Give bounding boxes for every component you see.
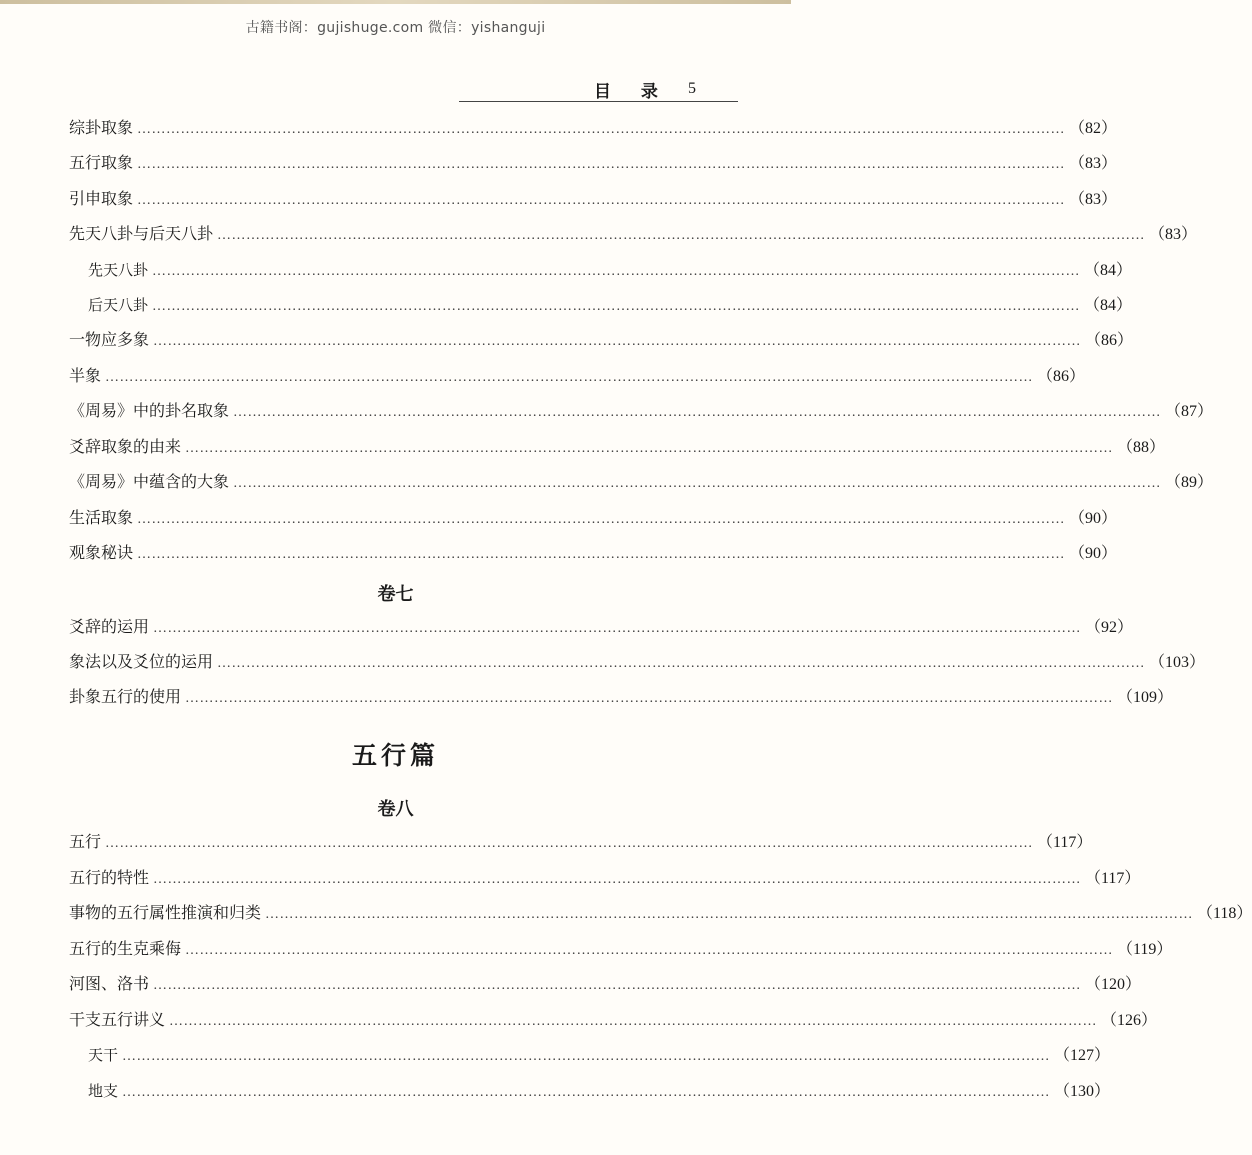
toc-entry-page: （92） xyxy=(1085,619,1134,636)
toc-entry[interactable] xyxy=(69,435,1166,459)
toc-entry-title: 象法以及爻位的运用 xyxy=(69,652,214,671)
toc-entry[interactable] xyxy=(69,972,1142,996)
toc-entry-title: 河图、洛书 xyxy=(69,974,150,993)
top-border-band xyxy=(0,0,791,4)
leader-dots: ………………………………………………………………………………………………………………………………………………………………………… xyxy=(152,299,1081,314)
source-watermark: 古籍书阁：gujishuge.com 微信：yishanguji xyxy=(245,20,546,36)
toc-entry[interactable] xyxy=(69,901,1252,925)
toc-entry[interactable] xyxy=(69,470,1214,494)
toc-entry[interactable] xyxy=(69,866,1141,890)
toc-subentry[interactable] xyxy=(88,258,1133,282)
toc-entry-title: 爻辞取象的由来 xyxy=(69,437,182,456)
leader-dots: ………………………………………………………………………………………………………………………………………………………………………… xyxy=(153,621,1082,636)
toc-entry-title: 后天八卦 xyxy=(88,296,149,314)
toc-entry-title: 先天八卦与后天八卦 xyxy=(69,224,214,243)
toc-entry-page: （84） xyxy=(1084,297,1133,314)
toc-entry-title: 天干 xyxy=(88,1046,119,1064)
part-heading: 五行篇 xyxy=(351,741,439,770)
volume-heading: 卷八 xyxy=(377,799,414,820)
toc-entry-page: （117） xyxy=(1037,834,1093,851)
leader-dots: ………………………………………………………………………………………………………………………………………………………………………… xyxy=(152,264,1081,279)
toc-entry-page: （120） xyxy=(1085,976,1142,993)
toc-entry-title: 五行的特性 xyxy=(69,868,150,887)
toc-entry-page: （83） xyxy=(1149,226,1198,243)
leader-dots: ………………………………………………………………………………………………………………………………………………………………………… xyxy=(233,405,1162,420)
toc-entry-page: （89） xyxy=(1165,474,1214,491)
leader-dots: ………………………………………………………………………………………………………………………………………………………………………… xyxy=(265,907,1194,922)
toc-entry-title: 五行取象 xyxy=(69,153,134,172)
leader-dots: ………………………………………………………………………………………………………………………………………………………………………… xyxy=(185,691,1114,706)
toc-entry-page: （126） xyxy=(1101,1012,1158,1029)
leader-dots: ………………………………………………………………………………………………………………………………………………………………………… xyxy=(217,656,1146,671)
toc-entry-page: （130） xyxy=(1054,1083,1111,1100)
leader-dots: ………………………………………………………………………………………………………………………………………………………………………… xyxy=(153,872,1082,887)
running-head xyxy=(459,74,738,102)
leader-dots: ………………………………………………………………………………………………………………………………………………………………………… xyxy=(233,476,1162,491)
leader-dots: ………………………………………………………………………………………………………………………………………………………………………… xyxy=(137,547,1066,562)
toc-entry-title: 干支五行讲义 xyxy=(69,1010,166,1029)
leader-dots: ………………………………………………………………………………………………………………………………………………………………………… xyxy=(137,193,1066,208)
toc-entry-title: 《周易》中蕴含的大象 xyxy=(69,472,230,491)
toc-entry[interactable] xyxy=(69,151,1118,175)
running-head-title: 目 录 xyxy=(594,82,670,102)
toc-entry[interactable] xyxy=(69,506,1118,530)
toc-entry-page: （118） xyxy=(1197,905,1252,922)
toc-entry[interactable] xyxy=(69,187,1118,211)
leader-dots: ………………………………………………………………………………………………………………………………………………………………………… xyxy=(169,1014,1098,1029)
toc-entry[interactable] xyxy=(69,650,1206,674)
toc-entry-page: （86） xyxy=(1085,332,1134,349)
leader-dots: ………………………………………………………………………………………………………………………………………………………………………… xyxy=(122,1085,1051,1100)
leader-dots: ………………………………………………………………………………………………………………………………………………………………………… xyxy=(122,1049,1051,1064)
toc-entry-title: 爻辞的运用 xyxy=(69,617,150,636)
leader-dots: ………………………………………………………………………………………………………………………………………………………………………… xyxy=(153,978,1082,993)
toc-entry[interactable] xyxy=(69,830,1093,854)
toc-entry-title: 五行 xyxy=(69,832,102,851)
toc-entry-title: 观象秘诀 xyxy=(69,543,134,562)
toc-entry-page: （83） xyxy=(1069,191,1118,208)
toc-entry-page: （83） xyxy=(1069,155,1118,172)
toc-entry[interactable] xyxy=(69,615,1134,639)
toc-entry[interactable] xyxy=(69,116,1118,140)
page-number: 5 xyxy=(688,80,696,97)
toc-entry-page: （103） xyxy=(1149,654,1206,671)
toc-entry-title: 地支 xyxy=(88,1082,119,1100)
leader-dots: ………………………………………………………………………………………………………………………………………………………………………… xyxy=(105,836,1034,851)
toc-entry-page: （109） xyxy=(1117,689,1174,706)
toc-entry[interactable] xyxy=(69,328,1134,352)
toc-entry-title: 五行的生克乘侮 xyxy=(69,939,182,958)
toc-entry-page: （119） xyxy=(1117,941,1173,958)
toc-entry[interactable] xyxy=(69,399,1214,423)
toc-entry[interactable] xyxy=(69,937,1173,961)
toc-entry[interactable] xyxy=(69,541,1118,565)
leader-dots: ………………………………………………………………………………………………………………………………………………………………………… xyxy=(185,943,1114,958)
toc-entry-page: （87） xyxy=(1165,403,1214,420)
toc-entry-title: 综卦取象 xyxy=(69,118,134,137)
toc-entry-page: （84） xyxy=(1084,262,1133,279)
toc-entry-title: 引申取象 xyxy=(69,189,134,208)
volume-heading: 卷七 xyxy=(377,584,414,605)
toc-entry-title: 生活取象 xyxy=(69,508,134,527)
toc-subentry[interactable] xyxy=(88,1043,1111,1067)
leader-dots: ………………………………………………………………………………………………………………………………………………………………………… xyxy=(137,157,1066,172)
toc-entry-page: （90） xyxy=(1069,545,1118,562)
toc-entry-page: （88） xyxy=(1117,439,1166,456)
toc-entry-page: （117） xyxy=(1085,870,1141,887)
leader-dots: ………………………………………………………………………………………………………………………………………………………………………… xyxy=(185,441,1114,456)
leader-dots: ………………………………………………………………………………………………………………………………………………………………………… xyxy=(153,334,1082,349)
toc-entry[interactable] xyxy=(69,685,1174,709)
toc-entry-page: （82） xyxy=(1069,120,1118,137)
toc-subentry[interactable] xyxy=(88,293,1133,317)
toc-entry-title: 《周易》中的卦名取象 xyxy=(69,401,230,420)
leader-dots: ………………………………………………………………………………………………………………………………………………………………………… xyxy=(137,122,1066,137)
toc-entry-page: （127） xyxy=(1054,1047,1111,1064)
toc-subentry[interactable] xyxy=(88,1079,1111,1103)
toc-entry-page: （86） xyxy=(1037,368,1086,385)
leader-dots: ………………………………………………………………………………………………………………………………………………………………………… xyxy=(105,370,1034,385)
toc-entry-page: （90） xyxy=(1069,510,1118,527)
toc-entry[interactable] xyxy=(69,364,1086,388)
leader-dots: ………………………………………………………………………………………………………………………………………………………………………… xyxy=(217,228,1146,243)
leader-dots: ………………………………………………………………………………………………………………………………………………………………………… xyxy=(137,512,1066,527)
toc-entry-title: 卦象五行的使用 xyxy=(69,687,182,706)
toc-entry[interactable] xyxy=(69,222,1198,246)
toc-entry[interactable] xyxy=(69,1008,1158,1032)
toc-entry-title: 一物应多象 xyxy=(69,330,150,349)
toc-entry-title: 半象 xyxy=(69,366,102,385)
toc-entry-title: 事物的五行属性推演和归类 xyxy=(69,903,262,922)
toc-entry-title: 先天八卦 xyxy=(88,261,149,279)
